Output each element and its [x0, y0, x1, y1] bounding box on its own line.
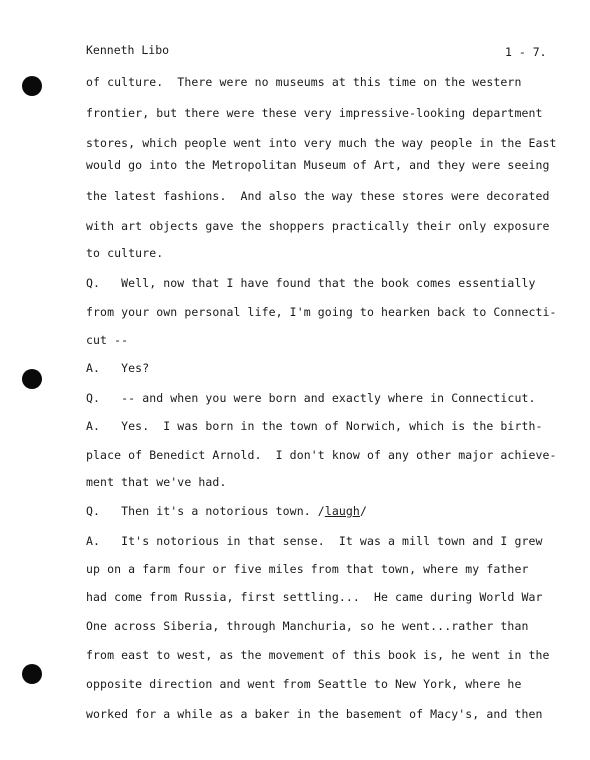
text-line: A. It's notorious in that sense. It was a mill town and I grew: [86, 534, 543, 548]
text-line: up on a farm four or five miles from that town, where my father: [86, 562, 529, 576]
text-line: with art objects gave the shoppers practically their only exposure: [86, 219, 550, 233]
text-line: ment that we've had.: [86, 475, 227, 489]
text-line: Q. -- and when you were born and exactly where in Connecticut.: [86, 391, 536, 405]
punch-hole: [22, 76, 42, 96]
punch-hole: [22, 664, 42, 684]
stage-direction: /laugh/: [317, 504, 367, 518]
text-line: Q. Well, now that I have found that the book comes essentially: [86, 276, 536, 290]
text-line: place of Benedict Arnold. I don't know of any other major achieve-: [86, 448, 557, 462]
text-line: One across Siberia, through Manchuria, so he went...rather than: [86, 619, 529, 633]
header-author: Kenneth Libo: [86, 43, 170, 57]
text-line: would go into the Metropolitan Museum of Art, and they were seeing: [86, 158, 550, 172]
punch-hole: [22, 369, 42, 389]
text-line: had come from Russia, first settling... He came during World War: [86, 590, 543, 604]
text-line: the latest fashions. And also the way these stores were decorated: [86, 189, 550, 203]
text-line: cut --: [86, 333, 129, 347]
text-line: to culture.: [86, 246, 164, 260]
stage-direction-word: laugh: [324, 504, 360, 518]
text-line: from east to west, as the movement of this book is, he went in the: [86, 648, 550, 662]
text-line: [86, 504, 367, 518]
text-line: opposite direction and went from Seattle to New York, where he: [86, 677, 522, 691]
question-text: Q. Then it's a notorious town.: [86, 504, 311, 518]
text-line: A. Yes. I was born in the town of Norwich, which is the birth-: [86, 419, 543, 433]
text-line: stores, which people went into very much the way people in the East: [86, 136, 557, 150]
text-line: worked for a while as a baker in the basement of Macy's, and then: [86, 707, 543, 721]
text-line: A. Yes?: [86, 361, 150, 375]
text-line: from your own personal life, I'm going to hearken back to Connecti-: [86, 305, 557, 319]
text-line: of culture. There were no museums at this time on the western: [86, 75, 522, 89]
header-page-number: 1 - 7.: [505, 45, 547, 59]
text-line: frontier, but there were these very impressive-looking department: [86, 106, 543, 120]
